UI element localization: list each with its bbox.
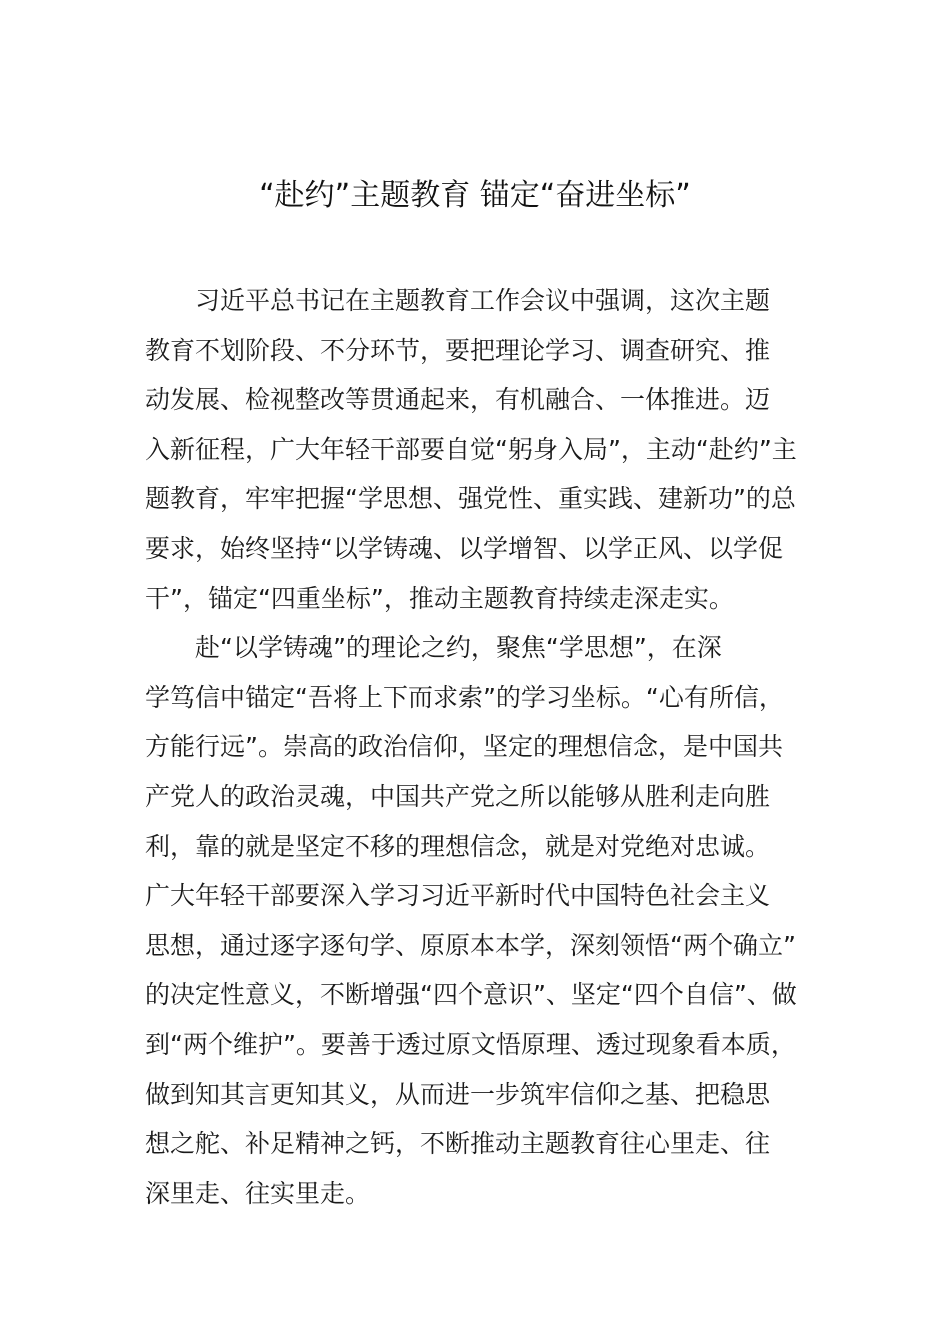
paragraph-line: 动发展、检视整改等贯通起来，有机融合、一体推进。迈 bbox=[145, 385, 771, 415]
paragraph-line: 干”，锚定“四重坐标”，推动主题教育持续走深走实。 bbox=[145, 583, 734, 613]
paragraph-line: 学笃信中锚定“吾将上下而求索”的学习坐标。“心有所信， bbox=[145, 682, 784, 712]
document-body bbox=[145, 276, 810, 1218]
document-title: “赴约”主题教育 锚定“奋进坐标” bbox=[259, 178, 691, 213]
paragraph-line: 题教育，牢牢把握“学思想、强党性、重实践、建新功”的总 bbox=[145, 484, 796, 514]
paragraph-line: 深里走、往实里走。 bbox=[145, 1178, 371, 1208]
paragraph-line: 的决定性意义，不断增强“四个意识”、坚定“四个自信”、做 bbox=[145, 980, 797, 1010]
paragraph-2 bbox=[145, 623, 810, 1218]
paragraph-1 bbox=[145, 276, 810, 623]
paragraph-line: 广大年轻干部要深入学习习近平新时代中国特色社会主义 bbox=[145, 881, 771, 911]
paragraph-line: 思想，通过逐字逐句学、原原本本学，深刻领悟“两个确立” bbox=[145, 930, 796, 960]
paragraph-line: 想之舵、补足精神之钙，不断推动主题教育往心里走、往 bbox=[145, 1129, 771, 1159]
paragraph-line: 入新征程，广大年轻干部要自觉“躬身入局”，主动“赴约”主 bbox=[145, 434, 797, 464]
paragraph-line: 利，靠的就是坚定不移的理想信念，就是对党绝对忠诚。 bbox=[145, 831, 771, 861]
paragraph-line: 习近平总书记在主题教育工作会议中强调，这次主题 bbox=[195, 286, 771, 315]
paragraph-line: 赴“以学铸魂”的理论之约，聚焦“学思想”，在深 bbox=[195, 633, 722, 663]
paragraph-line: 要求，始终坚持“以学铸魂、以学增智、以学正风、以学促 bbox=[145, 533, 783, 563]
paragraph-line: 到“两个维护”。要善于透过原文悟原理、透过现象看本质， bbox=[145, 1029, 796, 1059]
paragraph-line: 产党人的政治灵魂，中国共产党之所以能够从胜利走向胜 bbox=[145, 781, 771, 811]
paragraph-line: 教育不划阶段、不分环节，要把理论学习、调查研究、推 bbox=[145, 335, 771, 365]
paragraph-line: 方能行远”。崇高的政治信仰，坚定的理想信念，是中国共 bbox=[145, 732, 783, 762]
paragraph-line: 做到知其言更知其义，从而进一步筑牢信仰之基、把稳思 bbox=[145, 1079, 771, 1109]
